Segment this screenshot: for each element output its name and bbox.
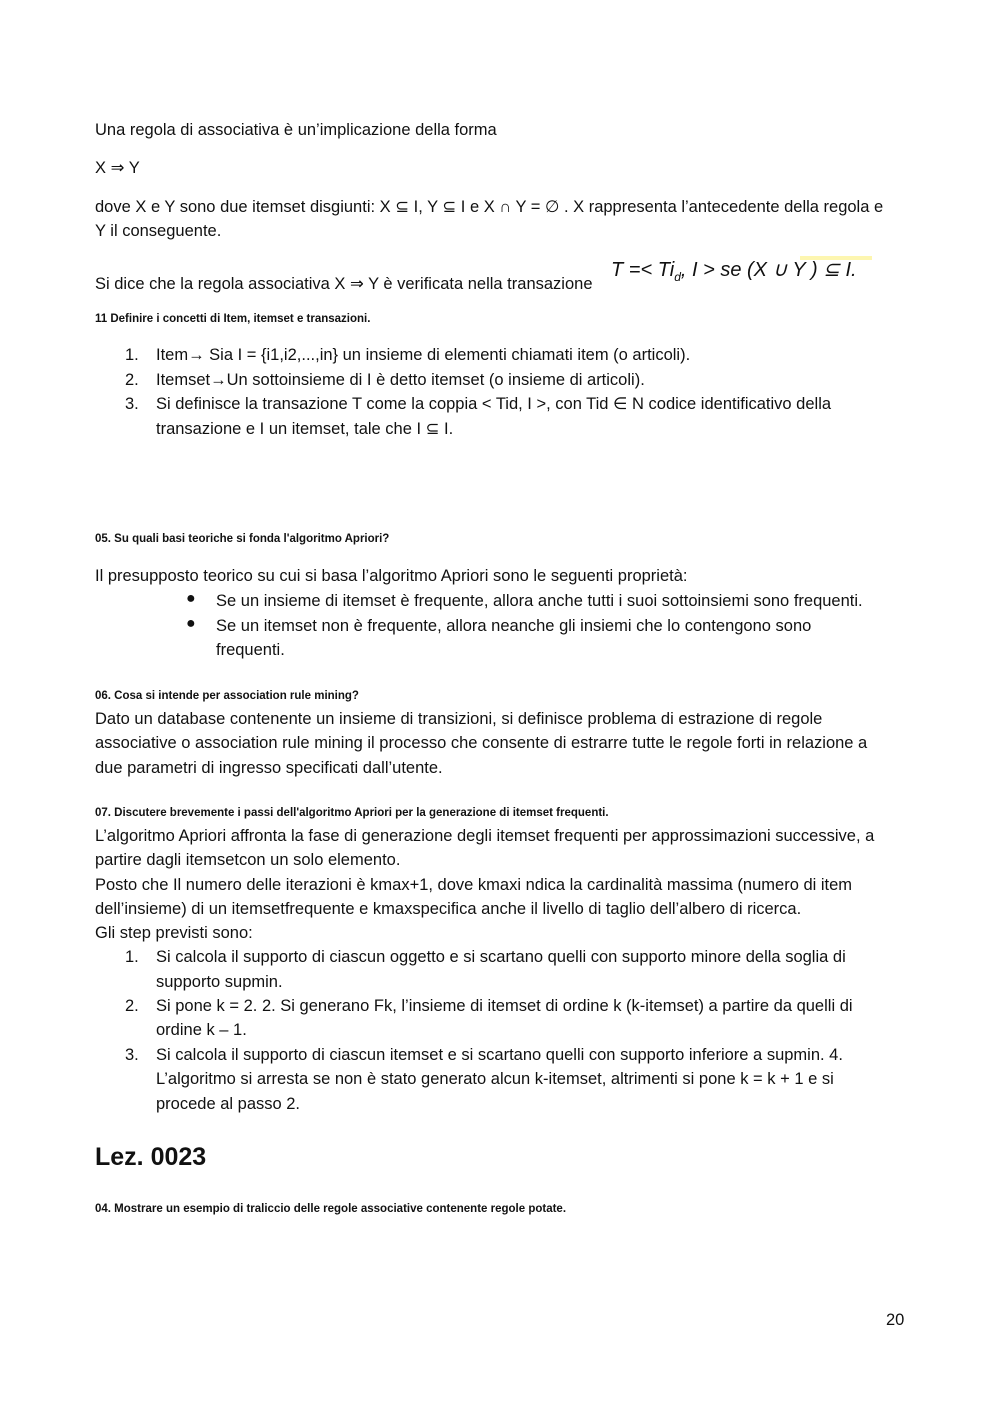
- verified-text: Si dice che la regola associativa X ⇒ Y è verificata nella transazione: [95, 275, 593, 293]
- rule-expression: X ⇒ Y: [95, 159, 140, 177]
- bullet-item: Se un insieme di itemset è frequente, allora anche tutti i suoi sottoinsiemi sono frequenti.: [216, 592, 863, 610]
- list-number: 2.: [125, 997, 139, 1015]
- rule-description-line: dove X e Y sono due itemset disgiunti: X ⊆ I, Y ⊆ I e X ∩ Y = ∅ . X rappresenta l’antecedente della regola e: [95, 198, 884, 216]
- page-number: 20: [886, 1311, 905, 1329]
- list-item: Si calcola il supporto di ciascun itemset e si scartano quelli con supporto inferiore a supmin. 4.: [156, 1046, 843, 1064]
- list-item-continuation: ordine k – 1.: [156, 1021, 247, 1039]
- answer-text: Il presupposto teorico su cui si basa l’algoritmo Apriori sono le seguenti proprietà:: [95, 567, 688, 585]
- list-item-continuation: procede al passo 2.: [156, 1095, 301, 1113]
- list-item-continuation: supporto supmin.: [156, 973, 283, 991]
- bullet-icon: ●: [186, 590, 196, 607]
- question-heading: 11 Definire i concetti di Item, itemset e transazioni.: [95, 313, 371, 325]
- question-heading: 04. Mostrare un esempio di traliccio delle regole associative contenente regole potate.: [95, 1203, 567, 1215]
- formula-part: , I > se (X ∪ Y ) ⊆ I.: [680, 259, 857, 281]
- lesson-title: Lez. 0023: [95, 1143, 207, 1171]
- bullet-icon: ●: [186, 615, 196, 632]
- question-heading: 07. Discutere brevemente i passi dell'algoritmo Apriori per la generazione di itemset frequenti.: [95, 807, 609, 819]
- list-number: 1.: [125, 948, 139, 966]
- bullet-item: Se un itemset non è frequente, allora neanche gli insiemi che lo contengono sono: [216, 617, 812, 635]
- transaction-formula: [611, 257, 857, 284]
- intro-line: Una regola di associativa è un’implicazione della forma: [95, 121, 497, 139]
- formula-part: T =< Ti: [611, 259, 675, 281]
- list-item-continuation: transazione e I un itemset, tale che I ⊆ I.: [156, 420, 454, 438]
- formula-subscript: d: [674, 270, 681, 284]
- answer-text: Posto che Il numero delle iterazioni è kmax+1, dove kmaxi ndica la cardinalità massima (numero di item: [95, 876, 853, 894]
- list-number: 3.: [125, 1046, 139, 1064]
- answer-text: partire dagli itemsetcon un solo elemento.: [95, 851, 401, 869]
- list-number: 1.: [125, 346, 139, 364]
- answer-text: associative o association rule mining il processo che consente di estrarre tutte le regole forti in relazione a: [95, 734, 868, 752]
- list-item: Si pone k = 2. 2. Si generano Fk, l’insieme di itemset di ordine k (k-itemset) a partire da quelli di: [156, 997, 853, 1015]
- rule-description-line: Y il conseguente.: [95, 222, 222, 240]
- answer-text: due parametri di ingresso specificati dall’utente.: [95, 759, 443, 777]
- answer-text: Dato un database contenente un insieme di transizioni, si definisce problema di estrazione di regole: [95, 710, 823, 728]
- answer-text: dell’insieme) di un itemsetfrequente e kmaxspecifica anche il livello di taglio dell’albero di ricerca.: [95, 900, 802, 918]
- list-item-continuation: L’algoritmo si arresta se non è stato generato alcun k-itemset, altrimenti si pone k = k + 1 e si: [156, 1070, 834, 1088]
- list-number: 2.: [125, 371, 139, 389]
- answer-text: L’algoritmo Apriori affronta la fase di generazione degli itemset frequenti per approssimazioni successive, a: [95, 827, 875, 845]
- bullet-item-continuation: frequenti.: [216, 641, 285, 659]
- question-heading: 05. Su quali basi teoriche si fonda l'algoritmo Apriori?: [95, 533, 390, 545]
- list-item: Si definisce la transazione T come la coppia < Tid, I >, con Tid ∈ N codice identificativo della: [156, 395, 832, 413]
- list-item: Item→ Sia I = {i1,i2,...,in} un insieme di elementi chiamati item (o articoli).: [156, 346, 691, 364]
- list-number: 3.: [125, 395, 139, 413]
- list-item: Si calcola il supporto di ciascun oggetto e si scartano quelli con supporto minore della soglia di: [156, 948, 846, 966]
- list-item: Itemset→Un sottoinsieme di I è detto itemset (o insieme di articoli).: [156, 371, 645, 389]
- answer-text: Gli step previsti sono:: [95, 924, 253, 942]
- question-heading: 06. Cosa si intende per association rule mining?: [95, 690, 359, 702]
